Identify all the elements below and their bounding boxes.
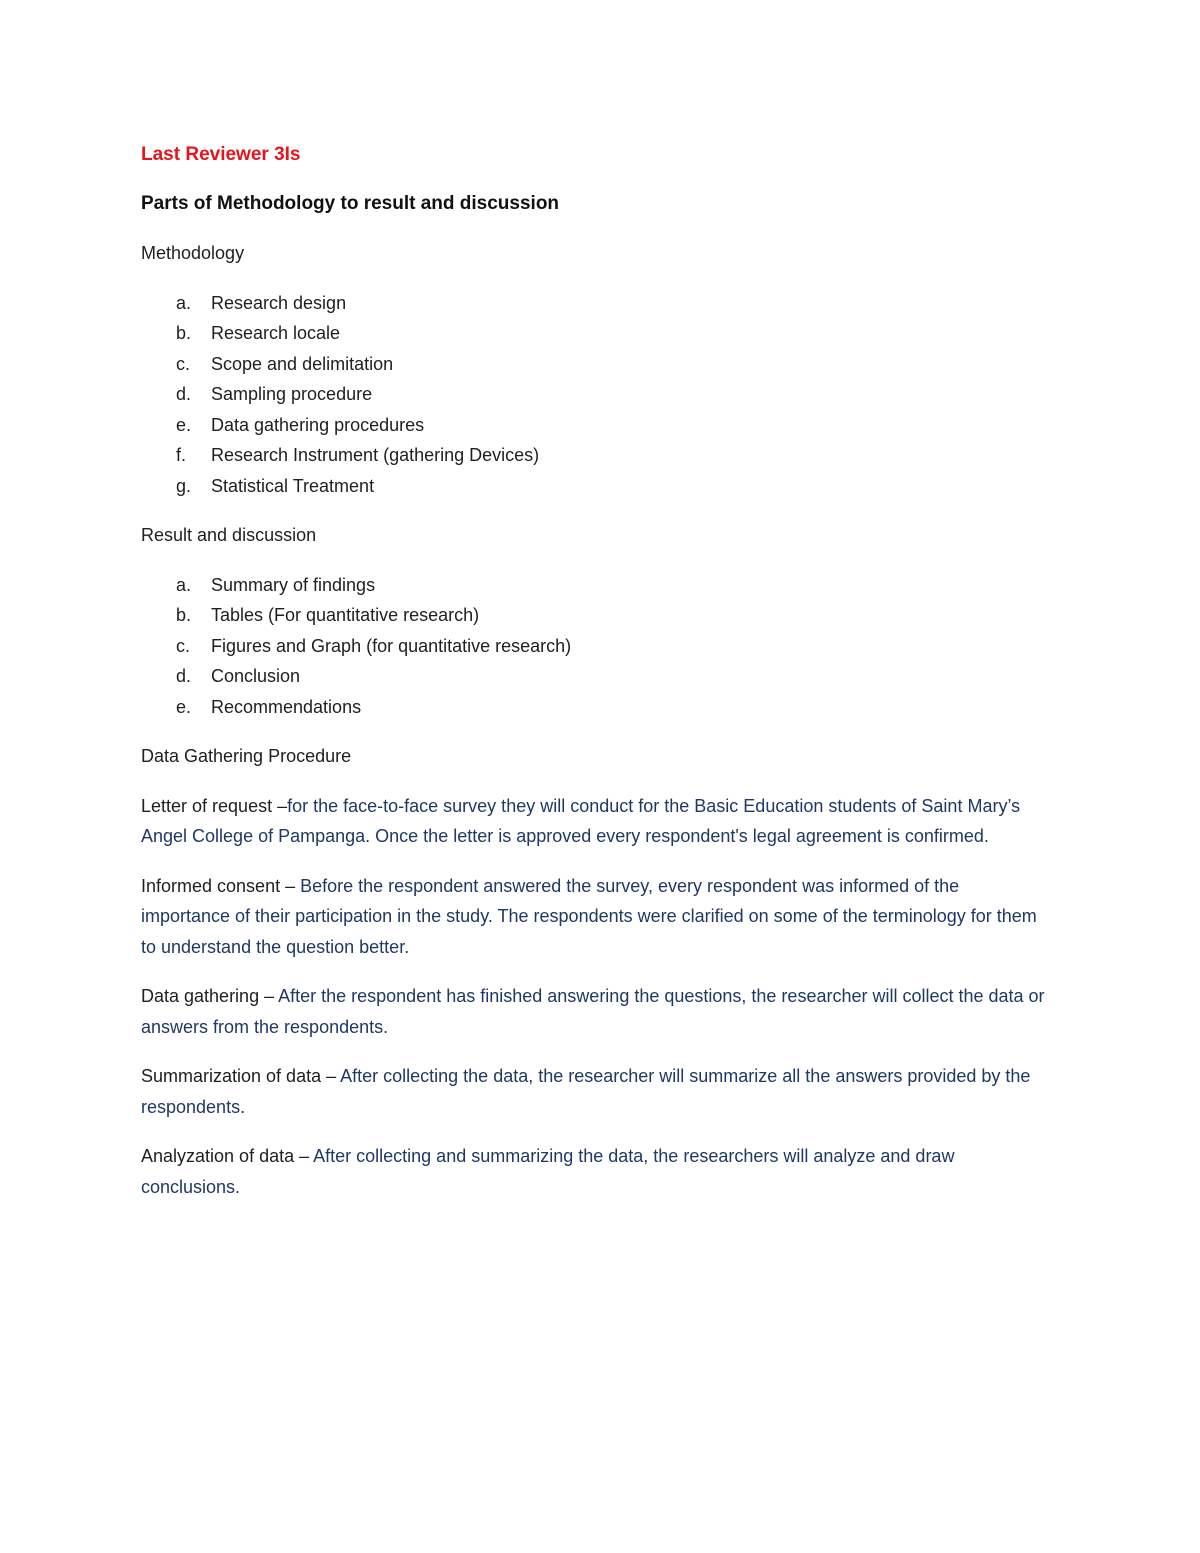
document-body [141, 140, 1061, 1221]
list-item [141, 631, 1061, 662]
procedure-entry-informed-consent [141, 871, 1053, 963]
list-marker: d. [176, 666, 192, 686]
list-item-text: Research design [211, 292, 347, 313]
procedure-entry-analyzation [141, 1141, 1053, 1202]
list-item [141, 471, 1061, 502]
procedure-term: Analyzation of data – [141, 1146, 314, 1166]
list-item-text: Statistical Treatment [211, 475, 375, 496]
procedure-term: Data gathering – [141, 986, 279, 1006]
methodology-heading: Methodology [141, 243, 245, 263]
list-item-text: Recommendations [211, 696, 362, 717]
list-marker: c. [176, 353, 191, 374]
procedure-entry-letter-of-request [141, 791, 1053, 852]
list-item [141, 692, 1061, 723]
list-marker: b. [176, 605, 192, 625]
list-item-text: Research Instrument (gathering Devices) [211, 445, 540, 465]
list-item-text: Scope and delimitation [211, 353, 394, 374]
list-item-text: Tables (For quantitative research) [211, 605, 480, 625]
procedure-term: Letter of request – [141, 795, 288, 816]
list-item-text: Sampling procedure [211, 384, 373, 404]
procedure-entry-summarization [141, 1061, 1053, 1122]
procedure-entry-data-gathering [141, 981, 1053, 1042]
document-title: Last Reviewer 3Is [141, 144, 301, 165]
list-item [141, 661, 1061, 692]
list-item [141, 288, 1061, 319]
procedure-description: After collecting the data, the researcher will summarize all the answers provided by the respondents. [141, 1066, 1031, 1117]
procedure-description: After collecting and summarizing the data, the researchers will analyze and draw conclusions. [141, 1146, 955, 1197]
list-marker: c. [176, 635, 191, 656]
results-heading: Result and discussion [141, 525, 317, 545]
procedure-heading: Data Gathering Procedure [141, 746, 352, 766]
list-item-text: Summary of findings [211, 574, 376, 595]
list-marker: d. [176, 384, 192, 404]
results-list [141, 570, 1061, 723]
list-item [141, 570, 1061, 601]
list-item-text: Research locale [211, 323, 341, 343]
procedure-term: Summarization of data – [141, 1066, 341, 1086]
procedure-term: Informed consent – [141, 875, 301, 896]
procedure-description: for the face-to-face survey they will conduct for the Basic Education students of Saint Mary’s Angel College of Pampanga. Once the letter is approved every respondent's legal agreement is confirmed. [141, 795, 1021, 846]
list-marker: f. [176, 445, 187, 465]
list-item [141, 410, 1061, 441]
list-item-text: Data gathering procedures [211, 414, 425, 435]
list-marker: e. [176, 696, 192, 717]
list-item-text: Conclusion [211, 666, 301, 686]
list-item [141, 600, 1061, 631]
list-marker: a. [176, 292, 192, 313]
procedure-description: Before the respondent answered the survey, every respondent was informed of the importance of their participation in the study. The respondents were clarified on some of the terminology for them to understand the question better. [141, 875, 1037, 957]
list-marker: e. [176, 414, 192, 435]
procedure-description: After the respondent has finished answering the questions, the researcher will collect the data or answers from the respondents. [141, 986, 1045, 1037]
list-item [141, 379, 1061, 410]
list-marker: b. [176, 323, 192, 343]
list-marker: g. [176, 475, 192, 496]
list-item [141, 440, 1061, 471]
list-item [141, 318, 1061, 349]
list-item-text: Figures and Graph (for quantitative research) [211, 635, 572, 656]
list-item [141, 349, 1061, 380]
document-subtitle: Parts of Methodology to result and discussion [141, 193, 560, 214]
list-marker: a. [176, 574, 192, 595]
methodology-list [141, 288, 1061, 502]
